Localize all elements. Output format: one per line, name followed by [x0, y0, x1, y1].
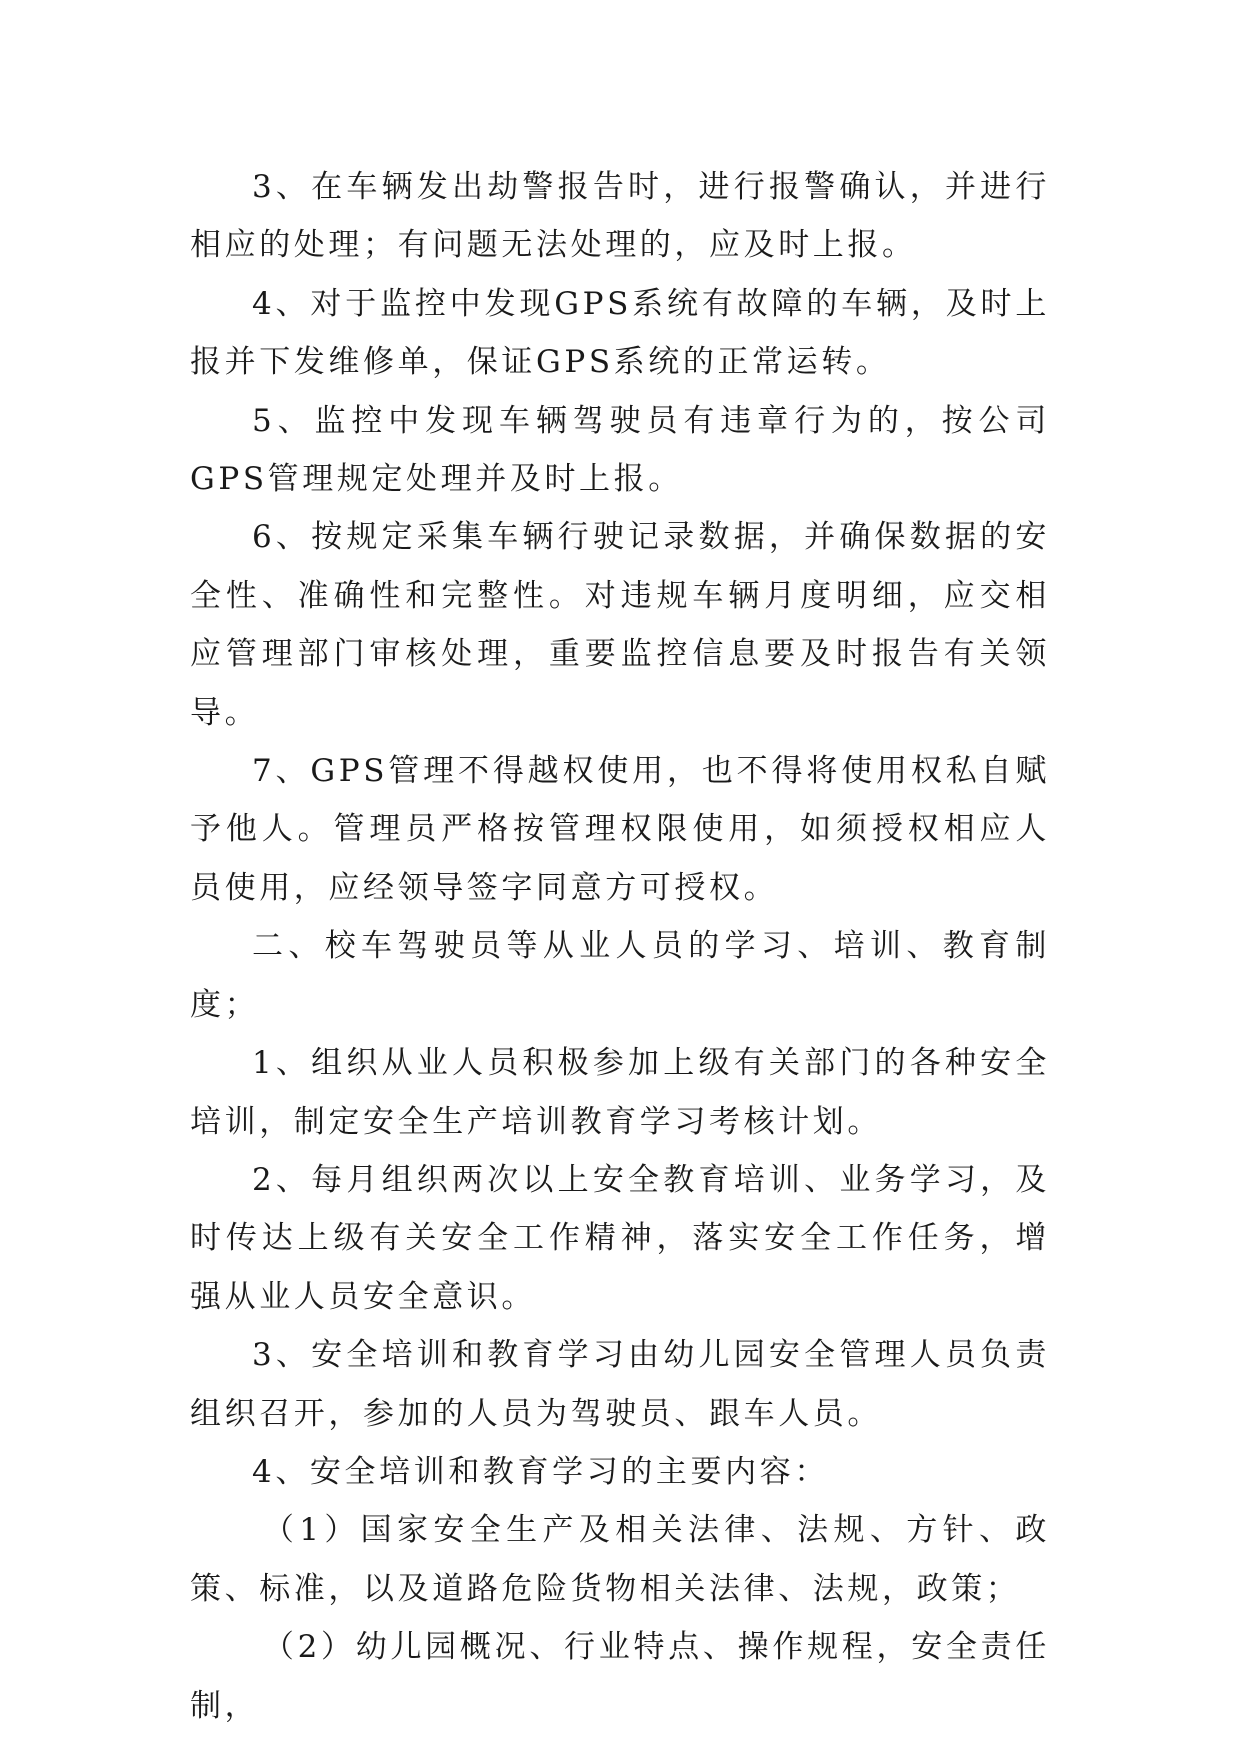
paragraph-subitem-2: （2）幼儿园概况、行业特点、操作规程，安全责任制， [190, 1629, 1050, 1724]
paragraph-item-3-alarm: 3、在车辆发出劫警报告时，进行报警确认，并进行相应的处理；有问题无法处理的，应及时上报。 [190, 169, 1050, 264]
paragraph-training-1: 1、组织从业人员积极参加上级有关部门的各种安全培训，制定安全生产培训教育学习考核计划。 [190, 1045, 1050, 1140]
paragraph-subitem-1: （1）国家安全生产及相关法律、法规、方针、政策、标准，以及道路危险货物相关法律、法规，政策； [190, 1512, 1050, 1607]
paragraph-training-3: 3、安全培训和教育学习由幼儿园安全管理人员负责组织召开，参加的人员为驾驶员、跟车人员。 [190, 1337, 1050, 1432]
section-heading-training: 二、校车驾驶员等从业人员的学习、培训、教育制度； [190, 928, 1050, 1023]
paragraph-training-2: 2、每月组织两次以上安全教育培训、业务学习，及时传达上级有关安全工作精神，落实安全工作任务，增强从业人员安全意识。 [190, 1161, 1050, 1315]
paragraph-item-6-records: 6、按规定采集车辆行驶记录数据，并确保数据的安全性、准确性和完整性。对违规车辆月度明细，应交相应管理部门审核处理，重要监控信息要及时报告有关领导。 [190, 519, 1050, 731]
document-body [190, 158, 1050, 1735]
paragraph-item-7-permissions: 7、GPS管理不得越权使用，也不得将使用权私自赋予他人。管理员严格按管理权限使用，如须授权相应人员使用，应经领导签字同意方可授权。 [190, 753, 1050, 906]
paragraph-item-5-violation: 5、监控中发现车辆驾驶员有违章行为的，按公司GPS管理规定处理并及时上报。 [190, 402, 1050, 498]
paragraph-item-4-gps-fault: 4、对于监控中发现GPS系统有故障的车辆，及时上报并下发维修单，保证GPS系统的正常运转。 [190, 285, 1050, 381]
paragraph-training-4: 4、安全培训和教育学习的主要内容： [252, 1453, 829, 1490]
